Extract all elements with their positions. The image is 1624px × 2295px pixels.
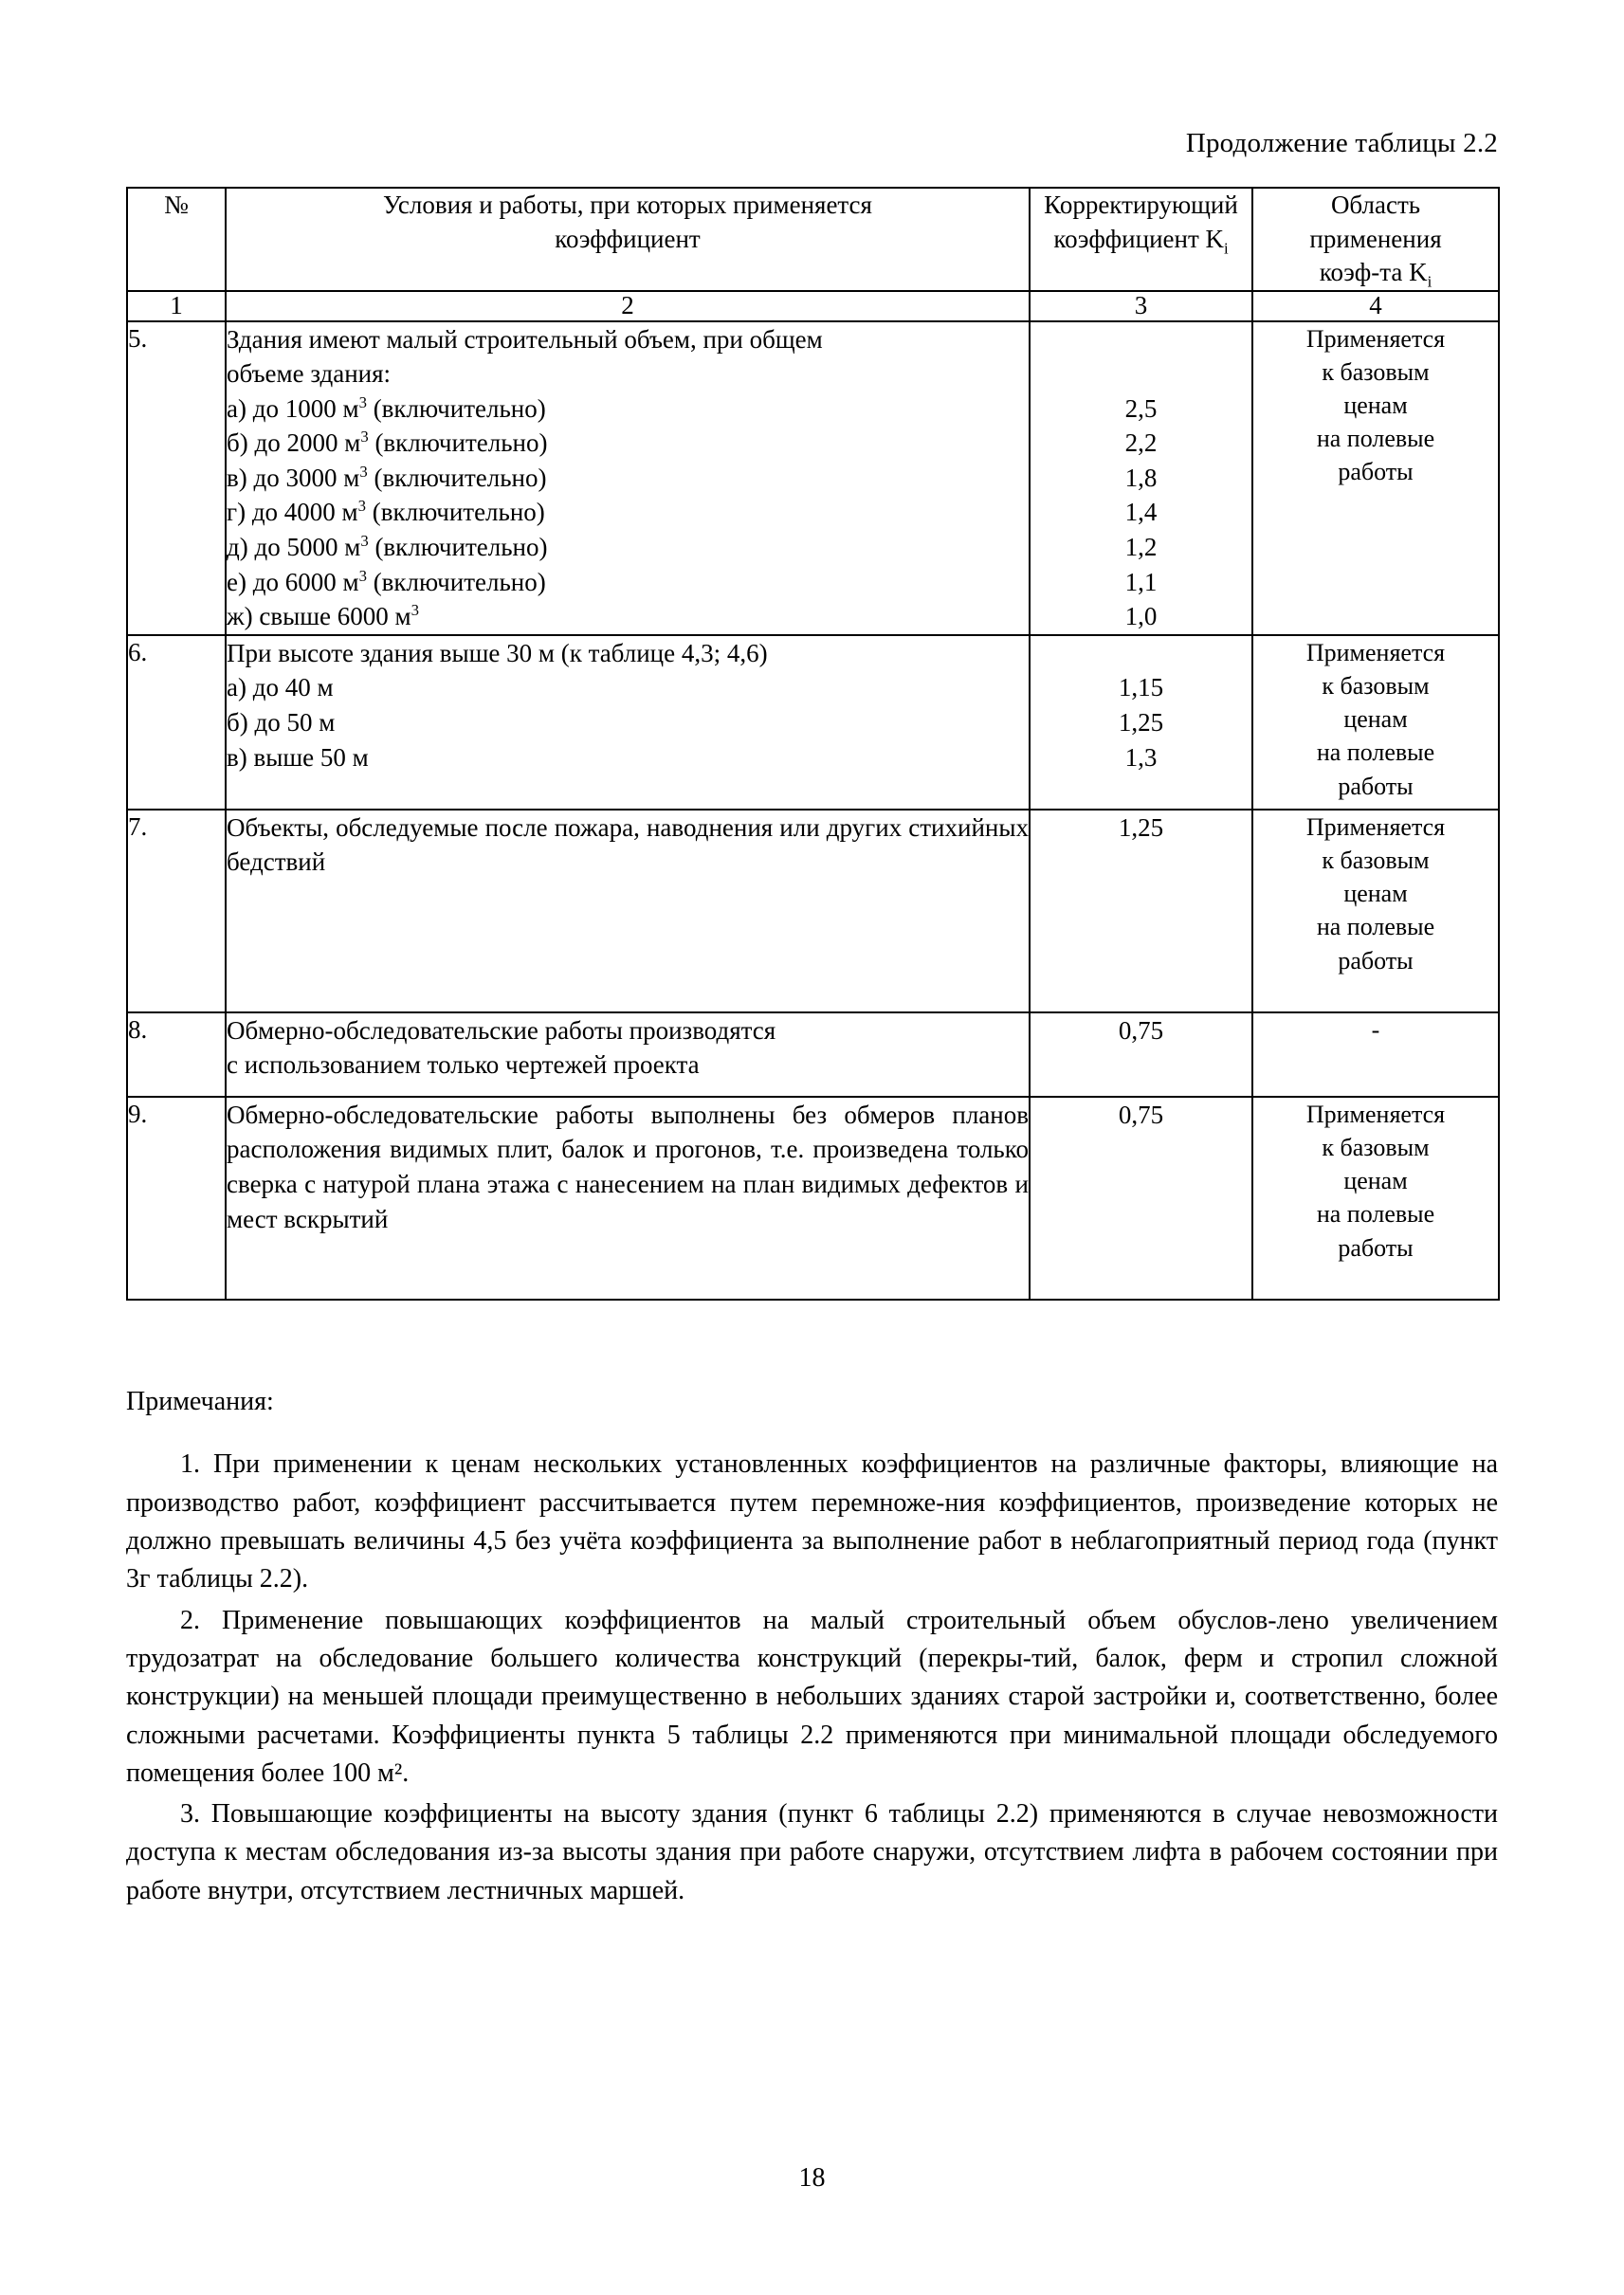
header-number-label: № [164,191,189,219]
description-line-text: При высоте здания выше 30 м (к таблице 4,3; 4,6) [227,638,768,667]
application-area-line: ценам [1343,705,1408,734]
description-line-tail: (включительно) [367,463,547,492]
table-header-row [127,188,1499,291]
description-line [227,1013,1029,1048]
coefficient-value: 2,2 [1124,428,1158,458]
header-area-line1: Область [1330,191,1421,219]
description-line-tail: (включительно) [366,567,546,596]
table-row [127,1012,1499,1097]
description-line [227,356,1029,392]
unit-exponent: 3 [360,428,369,446]
coefficient-cell [1030,810,1252,1012]
correction-coefficients-table [126,187,1500,1301]
description-line [227,322,1029,357]
description-line-text: ж) свыше 6000 м [227,602,411,631]
header-area-subscript: i [1427,272,1432,291]
description-line-text: д) до 5000 м [227,533,361,562]
description-line [227,565,1029,600]
coefficient-value: 1,1 [1124,567,1158,596]
application-area-line: ценам [1343,392,1408,419]
coefficient-cell [1030,1097,1252,1300]
description-line [227,461,1029,496]
row-number-cell: 9. [127,1097,226,1300]
application-area-line: на полевые [1316,738,1435,767]
description-line-tail: (включительно) [368,428,548,458]
coefficient-value: 1,8 [1124,463,1158,492]
coefficient-value: 1,4 [1124,498,1158,527]
header-coefficient-line1: Корректирующий [1044,191,1238,219]
notes-body [126,1446,1498,1910]
coefficient-value: 1,3 [1124,742,1158,772]
description-line-tail: (включительно) [366,393,546,423]
note-item: 1. При применении к ценам нескольких установленных коэффициентов на различные факторы, влияющие на производство работ, коэффициент рассчитывается путем перемноже-ния коэффициентов, произведение которых не должно превышать величины 4,5 без учёта коэффициента за выполнение работ в неблагоприятный период года (пункт 3г таблицы 2.2). [126,1449,1498,1594]
coefficient-cell [1030,635,1252,810]
description-line-text: Обмерно-обследовательские работы производятся [227,1015,776,1045]
description-line [227,530,1029,565]
description-line [227,1047,1029,1083]
application-area-line: работы [1338,1233,1414,1262]
description-line-text: с использованием только чертежей проекта [227,1050,700,1080]
description-line-text: а) до 40 м [227,673,334,702]
application-area-line: Применяется [1305,812,1446,841]
unit-exponent: 3 [358,566,367,585]
header-area-line3 [1253,256,1498,290]
description-text: Обмерно-обследовательские работы выполнены без обмеров планов расположения видимых плит, балок и прогонов, т.е. произведена только сверка с натурой плана этажа с нанесением на план видимых дефектов и мест вскрытий [227,1100,1029,1233]
row-number-cell: 8. [127,1012,226,1097]
application-area-line: Применяется [1305,324,1446,353]
application-area-line: работы [1338,772,1414,800]
table-row [127,635,1499,810]
continuation-header: Продолжение таблицы 2.2 [1185,128,1498,158]
description-line [227,670,1029,705]
application-area-cell [1252,1097,1499,1300]
unit-exponent: 3 [357,497,367,516]
row-description-cell [226,1012,1030,1097]
row-description-cell [226,321,1030,635]
description-line-text: е) до 6000 м [227,567,359,596]
page-number: 18 [798,2163,826,2193]
header-cell-coefficient [1030,188,1252,291]
row-description-cell [226,635,1030,810]
coefficient-value: 1,25 [1118,812,1164,842]
description-line [227,392,1029,427]
description-line [227,495,1029,530]
application-area-line: к базовым [1322,846,1430,874]
application-area-line: на полевые [1316,913,1435,941]
application-area-line: к базовым [1322,671,1430,700]
notes-title: Примечания: [126,1387,274,1416]
application-area-line: ценам [1343,880,1408,908]
description-line-text: объеме здания: [227,359,392,389]
application-area-line: Применяется [1305,1100,1446,1128]
header-cell-number [127,188,226,291]
description-line [227,705,1029,740]
description-line [227,740,1029,775]
application-area-line: на полевые [1316,1200,1435,1229]
coefficient-cell [1030,1012,1252,1097]
description-text: Объекты, обследуемые после пожара, наводнения или других стихийных бедствий [227,812,1029,877]
application-area-line: к базовым [1322,1133,1430,1161]
header-cell-application-area [1252,188,1499,291]
header-area-text: коэф-та K [1319,258,1428,287]
description-line-text: в) выше 50 м [227,742,369,772]
unit-exponent: 3 [411,601,420,620]
description-line-tail: (включительно) [368,533,548,562]
row-description-cell [226,1097,1030,1300]
application-area-line: ценам [1343,1167,1408,1195]
unit-exponent: 3 [360,532,369,551]
coefficient-cell [1030,321,1252,635]
header-coefficient-subscript: i [1224,239,1229,258]
application-area-line: работы [1338,946,1414,974]
description-line-text: Здания имеют малый строительный объем, при общем [227,324,823,354]
note-item: 2. Применение повышающих коэффициентов на малый строительный объем обуслов-лено увеличением трудозатрат на обследование большего количества конструкций (перекры-тий, балок, ферм и стропил сложной конструкции) на меньшей площади преимущественно в небольших зданиях старой застройки и, соответственно, более сложными расчетами. Коэффициенты пункта 5 таблицы 2.2 применяются при минимальной площади обследуемого помещения более 100 м². [126,1605,1498,1788]
description-line-text: б) до 2000 м [227,428,361,458]
column-number-row [127,291,1499,321]
table-row [127,810,1499,1012]
description-line [227,426,1029,461]
application-area-cell [1252,321,1499,635]
column-number-3: 3 [1030,291,1252,321]
coefficient-value: 0,75 [1118,1100,1164,1129]
table-row [127,1097,1499,1300]
header-conditions-line2: коэффициент [555,224,701,253]
application-area-line: работы [1338,458,1414,486]
table-row [127,321,1499,635]
application-area-cell [1252,635,1499,810]
header-area-line2: применения [1309,224,1442,253]
coefficient-value: 0,75 [1118,1015,1164,1045]
header-coefficient-text: коэффициент K [1053,224,1224,253]
coefficient-value: 1,15 [1118,673,1164,702]
coefficient-value: 1,0 [1124,602,1158,631]
header-conditions-line1: Условия и работы, при которых применяется [383,191,872,219]
application-area-line: Применяется [1305,638,1446,666]
header-coefficient-line2 [1031,223,1251,257]
row-number-cell: 7. [127,810,226,1012]
column-number-1: 1 [127,291,226,321]
coefficient-value: 1,25 [1118,707,1164,737]
application-area-cell [1252,1012,1499,1097]
application-area-line: к базовым [1322,357,1430,386]
header-cell-conditions [226,188,1030,291]
coefficient-value: 1,2 [1124,533,1158,562]
description-line-text: в) до 3000 м [227,463,360,492]
application-area-line: - [1371,1015,1380,1044]
notes-section [126,1383,1498,1910]
unit-exponent: 3 [358,392,367,411]
row-number-cell: 6. [127,635,226,810]
column-number-4: 4 [1252,291,1499,321]
column-number-2: 2 [226,291,1030,321]
coefficient-value: 2,5 [1124,393,1158,423]
row-number-cell: 5. [127,321,226,635]
application-area-line: на полевые [1316,425,1435,453]
description-line-text: а) до 1000 м [227,393,359,423]
application-area-cell [1252,810,1499,1012]
description-line [227,599,1029,634]
unit-exponent: 3 [359,462,368,481]
note-item: 3. Повышающие коэффициенты на высоту здания (пункт 6 таблицы 2.2) применяются в случае невозможности доступа к местам обследования из-за высоты здания при работе снаружи, отсутствием лифта в рабочем состоянии при работе внутри, отсутствием лестничных маршей. [126,1799,1498,1905]
row-description-cell [226,810,1030,1012]
description-line [227,636,1029,671]
description-line-tail: (включительно) [366,498,545,527]
description-line-text: б) до 50 м [227,707,336,737]
description-line-text: г) до 4000 м [227,498,358,527]
